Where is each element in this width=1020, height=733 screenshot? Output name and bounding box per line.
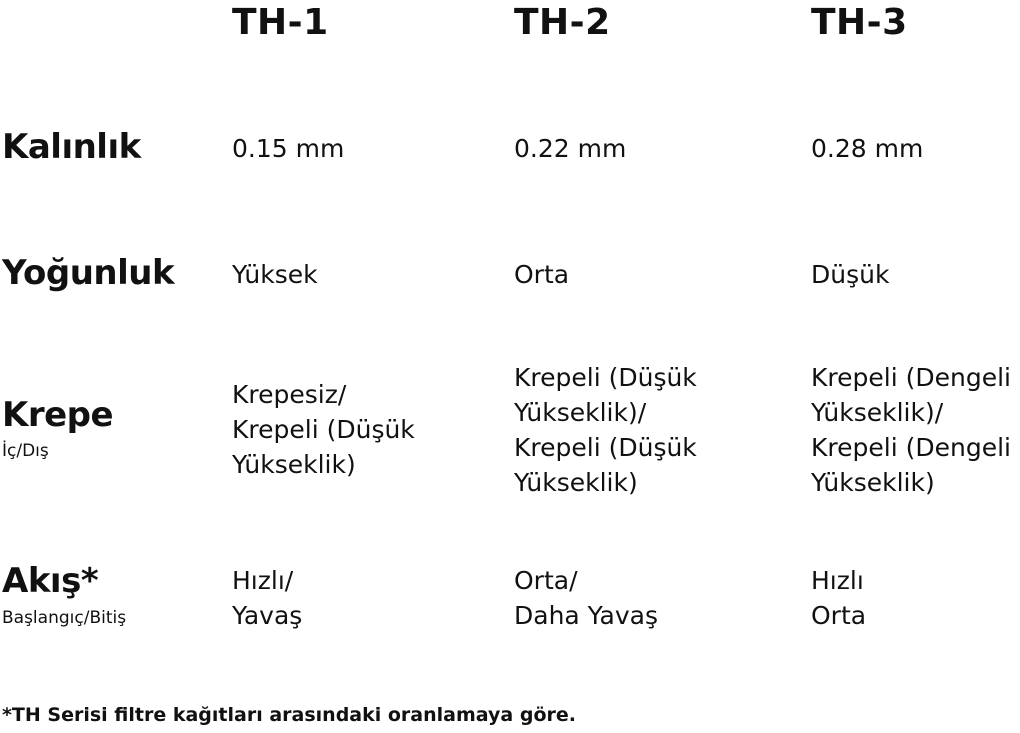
cell-line: Krepeli (Düşük — [232, 415, 415, 444]
row-label-flow: Akış* — [2, 561, 99, 601]
cell-line: Yükseklik)/ — [811, 398, 944, 427]
cell-line: Yükseklik) — [232, 450, 356, 479]
cell-crepe-th-3 — [811, 360, 1011, 500]
cell-thickness-th-3 — [811, 131, 923, 166]
cell-line: Daha Yavaş — [514, 601, 658, 630]
cell-line: 0.28 mm — [811, 134, 924, 163]
column-header-th-3: TH-3 — [811, 2, 908, 43]
cell-thickness-th-1 — [232, 131, 344, 166]
row-label-density: Yoğunluk — [2, 253, 175, 293]
cell-line: Hızlı — [811, 566, 864, 595]
cell-line: Yavaş — [232, 601, 303, 630]
cell-line: Düşük — [811, 260, 890, 289]
cell-line: Krepeli (Dengeli — [811, 363, 1011, 392]
cell-crepe-th-1 — [232, 377, 415, 482]
column-header-th-2: TH-2 — [514, 2, 611, 43]
cell-line: Orta — [514, 260, 570, 289]
cell-density-th-1 — [232, 257, 318, 292]
cell-line: Krepeli (Düşük — [514, 363, 697, 392]
cell-density-th-2 — [514, 257, 569, 292]
row-label-crepe: Krepe — [2, 395, 114, 435]
cell-line: Yükseklik)/ — [514, 398, 647, 427]
cell-thickness-th-2 — [514, 131, 626, 166]
cell-line: Yükseklik) — [811, 468, 935, 497]
row-sublabel-crepe: İç/Dış — [2, 441, 49, 461]
cell-line: Orta/ — [514, 566, 578, 595]
cell-line: Krepesiz/ — [232, 380, 347, 409]
cell-line: 0.15 mm — [232, 134, 345, 163]
row-sublabel-flow: Başlangıç/Bitiş — [2, 608, 127, 628]
footnote: *TH Serisi filtre kağıtları arasındaki oranlamaya göre. — [2, 704, 576, 726]
cell-flow-th-3 — [811, 563, 866, 633]
cell-flow-th-2 — [514, 563, 658, 633]
cell-density-th-3 — [811, 257, 889, 292]
column-header-th-1: TH-1 — [232, 2, 329, 43]
cell-line: 0.22 mm — [514, 134, 627, 163]
cell-line: Krepeli (Düşük — [514, 433, 697, 462]
row-label-thickness: Kalınlık — [2, 127, 141, 167]
cell-line: Yükseklik) — [514, 468, 638, 497]
cell-flow-th-1 — [232, 563, 302, 633]
cell-line: Yüksek — [232, 260, 318, 289]
cell-line: Krepeli (Dengeli — [811, 433, 1011, 462]
cell-line: Hızlı/ — [232, 566, 294, 595]
cell-crepe-th-2 — [514, 360, 697, 500]
cell-line: Orta — [811, 601, 867, 630]
